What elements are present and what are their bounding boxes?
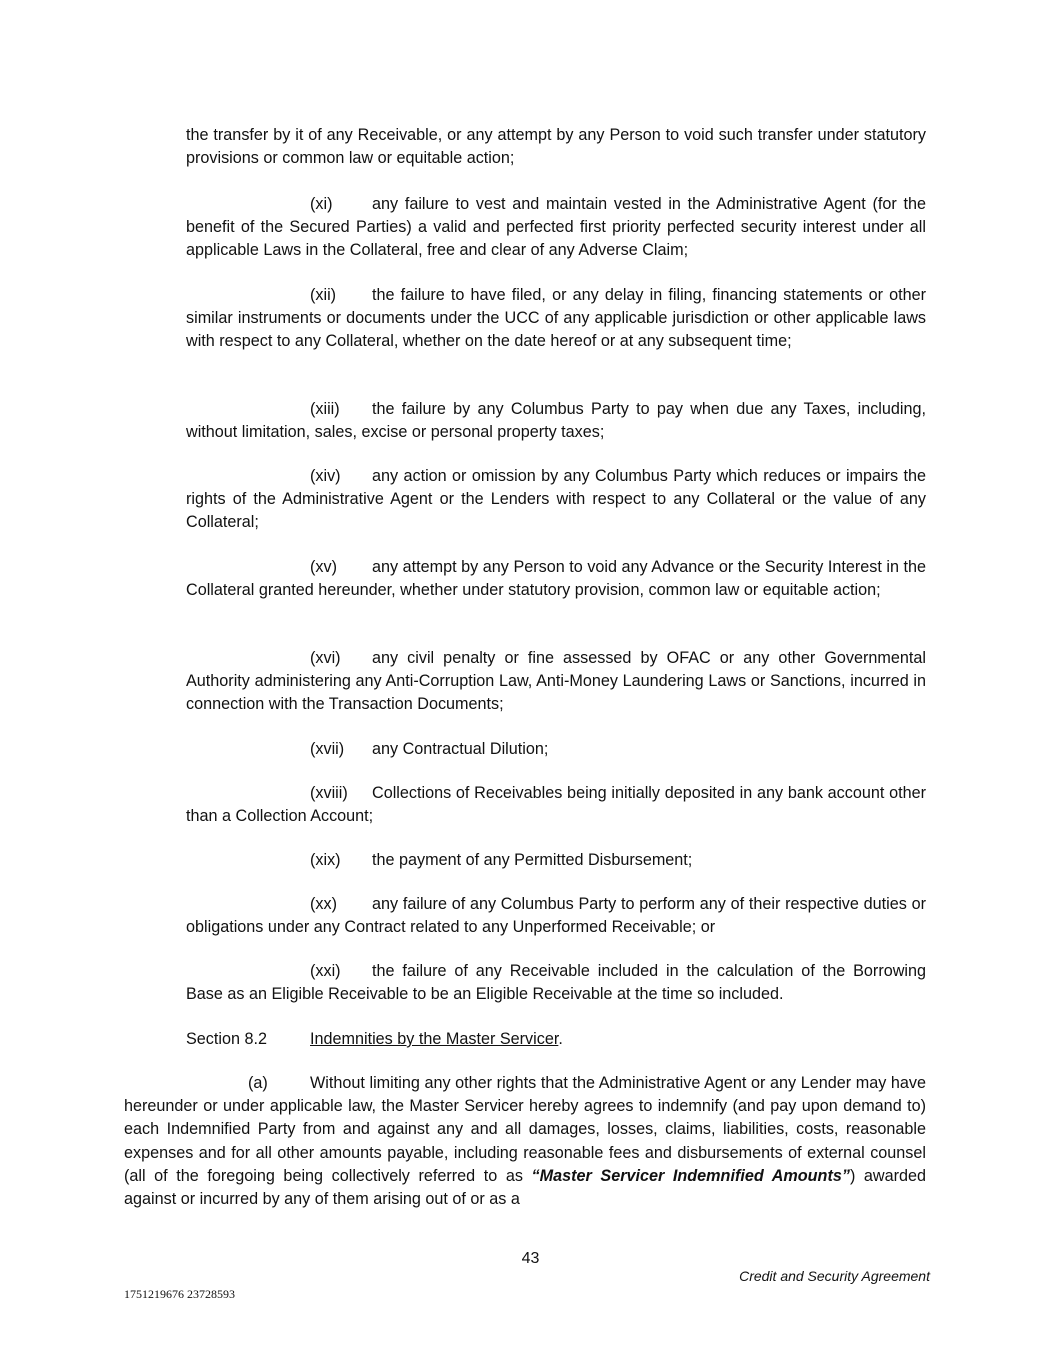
list-item-xiii	[186, 398, 926, 444]
item-text: the failure of any Receivable included in the calculation of the Borrowing Base as an Eligible Receivable to be an Eligible Receivable at the time so included.	[186, 962, 926, 1004]
item-number: (xv)	[310, 558, 337, 576]
item-text: any failure of any Columbus Party to perform any of their respective duties or obligations under any Contract related to any Unperformed Receivable; or	[186, 895, 926, 937]
intro-text: the transfer by it of any Receivable, or any attempt by any Person to void such transfer under statutory provisions or common law or equitable action;	[186, 126, 926, 168]
item-number: (xiii)	[310, 400, 340, 418]
list-item-xi	[186, 193, 926, 263]
list-item-xx	[186, 893, 926, 939]
item-text: any action or omission by any Columbus Party which reduces or impairs the rights of the Administrative Agent or the Lenders with respect to any Collateral or the value of any Collateral;	[186, 467, 926, 532]
item-number: (xiv)	[310, 467, 341, 485]
item-text: any civil penalty or fine assessed by OFAC or any other Governmental Authority administering any Anti-Corruption Law, Anti-Money Laundering Laws or Sanctions, incurred in connection with the Transaction Documents;	[186, 649, 926, 714]
page-number: 43	[521, 1250, 540, 1267]
item-text: Collections of Receivables being initially deposited in any bank account other than a Collection Account;	[186, 784, 926, 826]
footer-document-id: 1751219676 23728593	[124, 1287, 235, 1301]
item-number: (xxi)	[310, 962, 341, 980]
list-item-xix	[186, 849, 926, 872]
list-item-xv	[186, 556, 926, 602]
paragraph-number: (a)	[248, 1074, 268, 1092]
list-item-xii	[186, 284, 926, 354]
item-number: (xviii)	[310, 784, 348, 802]
item-number: (xii)	[310, 286, 337, 304]
item-number: (xi)	[310, 195, 333, 213]
section-heading	[186, 1028, 926, 1051]
section-title-end: .	[558, 1030, 563, 1048]
item-text: the failure to have filed, or any delay in filing, financing statements or other similar instruments or documents under the UCC of any applicable jurisdiction or other applicable laws with respect to any Collateral, whether on the date hereof or at any subsequent time;	[186, 286, 926, 351]
item-number: (xvii)	[310, 740, 345, 758]
item-text: the payment of any Permitted Disbursement;	[372, 851, 693, 869]
paragraph-text-after: ) awarded against or incurred by any of them arising out of or as a	[124, 1166, 927, 1209]
item-number: (xx)	[310, 895, 337, 913]
list-item-xvi	[186, 647, 926, 717]
item-text: any Contractual Dilution;	[372, 740, 549, 758]
list-item-xxi	[186, 960, 926, 1006]
item-number: (xix)	[310, 851, 341, 869]
item-text: any failure to vest and maintain vested in the Administrative Agent (for the benefit of the Secured Parties) a valid and perfected first priority perfected security interest under all applicable Laws in the Collateral, free and clear of any Adverse Claim;	[186, 195, 926, 260]
item-text: any attempt by any Person to void any Advance or the Security Interest in the Collateral granted hereunder, whether under statutory provision, common law or equitable action;	[186, 558, 926, 600]
paragraph-a	[124, 1072, 926, 1211]
defined-term: “Master Servicer Indemnified Amounts”	[531, 1166, 850, 1185]
item-number: (xvi)	[310, 649, 341, 667]
item-text: the failure by any Columbus Party to pay when due any Taxes, including, without limitation, sales, excise or personal property taxes;	[186, 400, 926, 442]
footer-document-title: Credit and Security Agreement	[739, 1268, 930, 1284]
list-item-xvii	[186, 738, 926, 761]
section-title: Indemnities by the Master Servicer	[310, 1030, 559, 1048]
list-item-xviii	[186, 782, 926, 828]
paragraph-text-before: Without limiting any other rights that the Administrative Agent or any Lender may have hereunder or under applicable law, the Master Servicer hereby agrees to indemnify (and pay upon demand to) each Indemnified Party from and against any and all damages, losses, claims, liabilities, costs, reasonable expenses and for all other amounts payable, including reasonable fees and disbursements of external counsel (all of the foregoing being collectively referred to as	[124, 1074, 926, 1185]
list-item-xiv	[186, 465, 926, 535]
section-label: Section 8.2	[186, 1030, 267, 1048]
intro-paragraph	[186, 124, 926, 170]
